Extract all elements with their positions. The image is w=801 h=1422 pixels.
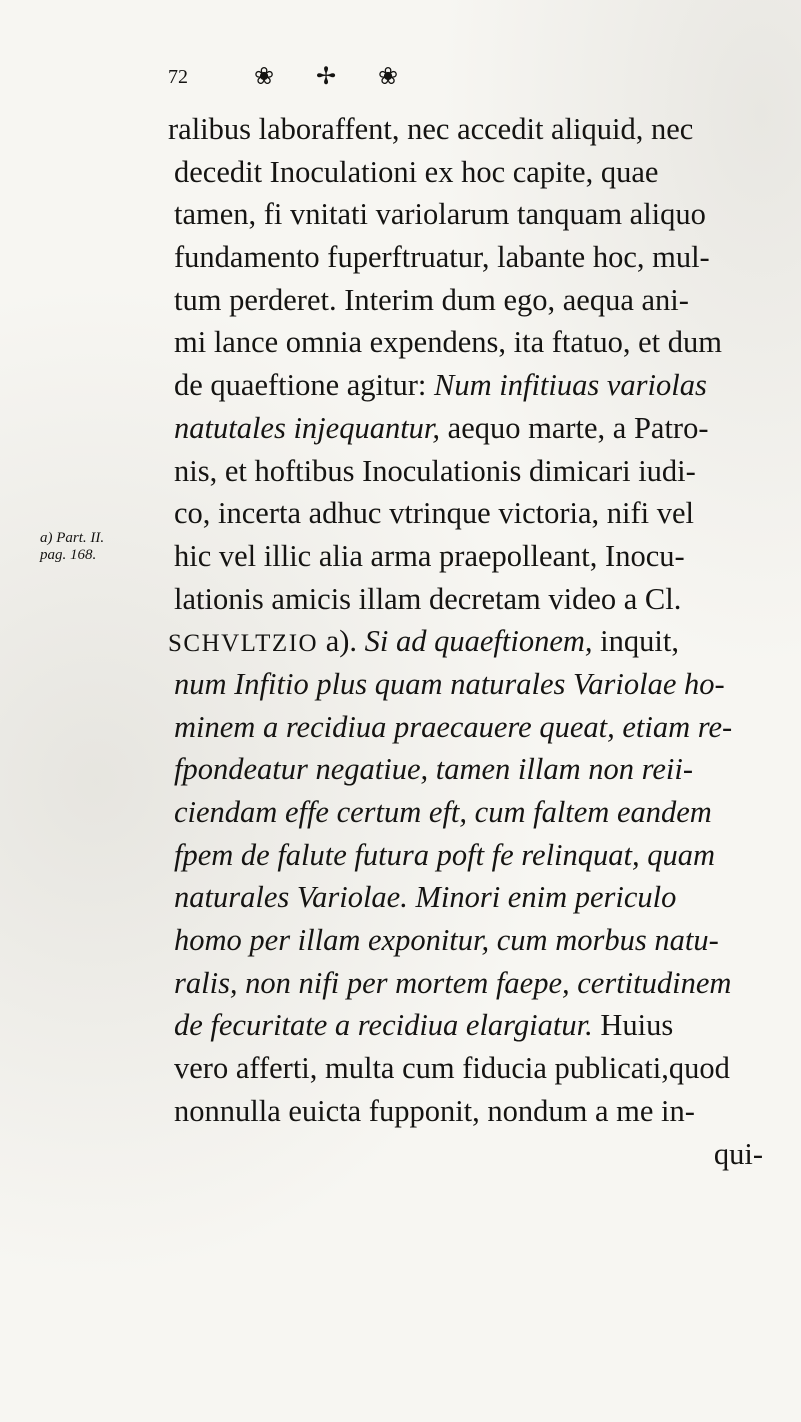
italic-span: Si ad quaeftionem, — [364, 624, 593, 659]
text-span: aequo marte, a Patro- — [447, 410, 709, 445]
margin-note — [40, 530, 170, 564]
text-line: ralibus laboraffent, nec accedit aliquid, nec — [168, 112, 694, 146]
text-line: mi lance omnia expendens, ita ftatuo, et dum — [174, 325, 722, 360]
text-line: nis, et hoftibus Inoculationis dimicari iudi- — [174, 453, 696, 488]
body-text — [168, 108, 768, 1175]
text-line: co, incerta adhuc vtrinque victoria, nifi vel — [174, 496, 694, 531]
text-line: fundamento fuperftruatur, labante hoc, mul- — [174, 240, 710, 275]
text-line: tum perderet. Interim dum ego, aequa ani- — [174, 282, 689, 317]
text-line: vero afferti, multa cum fiducia publicati,quod — [174, 1051, 730, 1086]
text-line: lationis amicis illam decretam video a Cl. — [174, 581, 682, 616]
text-line: num Infitio plus quam naturales Variolae ho- — [174, 666, 725, 701]
page-header — [168, 62, 628, 100]
text-span: de quaeftione agitur: — [174, 368, 427, 403]
text-line: fpem de falute futura poft fe relinquat, quam — [174, 837, 716, 872]
italic-span: natutales injequantur, — [174, 410, 441, 445]
margin-note-line: a) Part. II. — [40, 530, 105, 546]
catchword: qui- — [713, 1136, 763, 1171]
margin-note-line: pag. 168. — [40, 547, 97, 563]
text-line — [168, 620, 768, 663]
flower-ornament-icon: ❀ — [378, 62, 399, 90]
text-line: fpondeatur negatiue, tamen illam non reii- — [174, 752, 693, 787]
text-line: homo per illam exponitur, cum morbus natu- — [174, 923, 719, 958]
text-span: Huius — [600, 1008, 674, 1043]
star-ornament-icon: ✢ — [316, 62, 337, 90]
text-span: inquit, — [600, 624, 679, 659]
text-line: ralis, non nifi per mortem faepe, certitudinem — [174, 965, 732, 1000]
text-line: decedit Inoculationi ex hoc capite, quae — [174, 154, 659, 189]
text-line: minem a recidiua praecauere queat, etiam re- — [174, 709, 733, 744]
text-line: hic vel illic alia arma praepolleant, Inocu- — [174, 538, 685, 573]
text-line: tamen, fi vnitati variolarum tanquam aliquo — [174, 197, 706, 232]
text-line — [168, 364, 768, 407]
small-caps-name: SCHVLTZIO — [168, 630, 319, 658]
page-number: 72 — [168, 66, 188, 88]
text-line: naturales Variolae. Minori enim periculo — [174, 880, 677, 915]
text-span: a). — [325, 624, 358, 659]
flower-ornament-icon: ❀ — [254, 62, 275, 90]
text-line: nonnulla euicta fupponit, nondum a me in- — [174, 1093, 695, 1128]
italic-span: de fecuritate a recidiua elargiatur. — [174, 1008, 593, 1043]
text-line: ciendam effe certum eft, cum faltem eandem — [174, 795, 712, 829]
text-line — [168, 1004, 768, 1047]
text-line — [168, 407, 768, 450]
italic-span: Num infitiuas variolas — [434, 368, 707, 403]
